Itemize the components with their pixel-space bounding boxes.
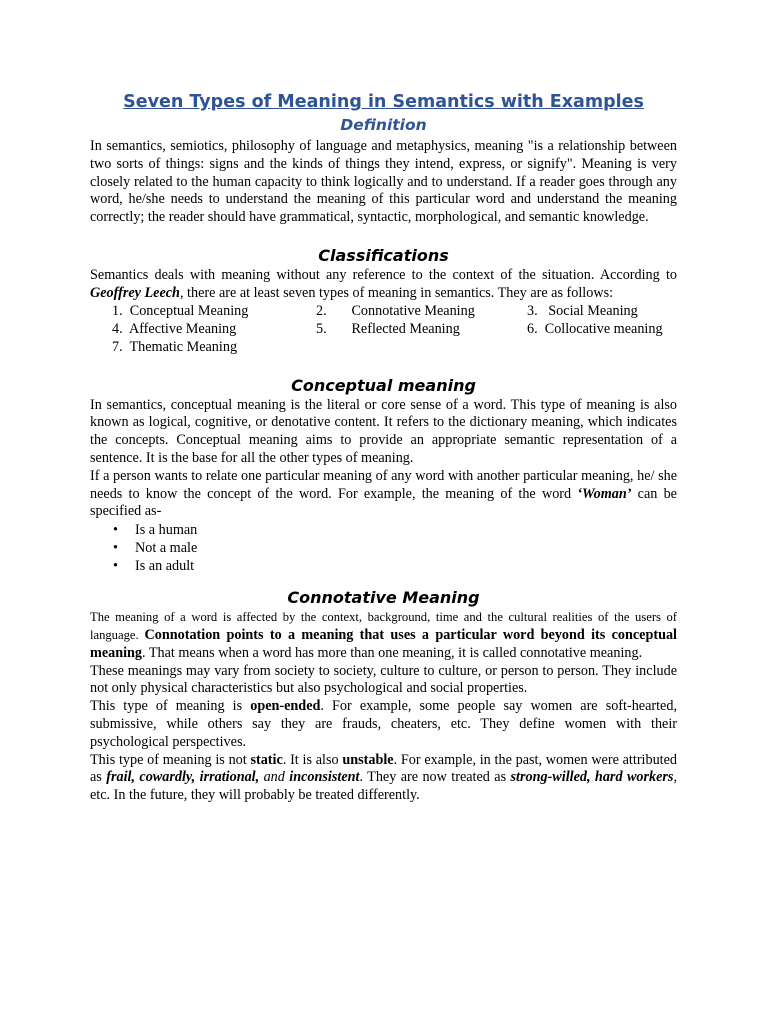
list-item: • Not a male: [135, 539, 677, 557]
meaning-type-item: 3. Social Meaning: [527, 302, 638, 319]
conceptual-paragraph-1: In semantics, conceptual meaning is the literal or core sense of a word. This type of meaning is also known as logical, cognitive, or denotative content. It refers to the dictionary meaning, which indicates the concepts. Conceptual meaning aims to provide an appropriate semantic representation of a sentence. It is the base for all the other types of meaning.: [90, 396, 677, 466]
definition-paragraph: In semantics, semiotics, philosophy of language and metaphysics, meaning "is a relationship between two sorts of things: signs and the kinds of things they intend, express, or signify". Meaning is very closely related to the human capacity to think logically and to understand. If a reader goes through any word, he/she needs to understand the meaning of this particular word and understand the meaning correctly; the reader should have grammatical, syntactic, morphological, and semantic knowledge.: [90, 138, 677, 226]
list-item: • Is an adult: [135, 557, 677, 575]
definition-heading: Definition: [340, 116, 427, 134]
connotative-heading: Connotative Meaning: [287, 588, 480, 608]
document-body: [90, 90, 677, 805]
list-item: • Is a human: [135, 521, 677, 539]
classifications-text-1: Semantics deals with meaning without any reference to the context of the situation. According to: [90, 266, 677, 283]
woman-features-list: [90, 521, 677, 575]
meaning-type-item: 4. Affective Meaning: [112, 320, 237, 337]
example-word: ‘Woman’: [577, 485, 632, 502]
meaning-type-item: 1. Conceptual Meaning: [112, 302, 249, 319]
spacer: [90, 575, 677, 587]
connotative-paragraph-4: This type of meaning is not static. It is also unstable. For example, in the past, women were attributed as frail, cowardly, irrational, and inconsistent. They are now treated as strong-willed, hard workers, etc. In the future, they will probably be treated differently.: [90, 751, 678, 804]
classifications-heading: Classifications: [318, 245, 449, 265]
meaning-type-item: 7. Thematic Meaning: [112, 338, 238, 355]
meaning-type-item: 5. Reflected Meaning: [316, 320, 460, 337]
meaning-types-list: [90, 303, 677, 357]
classifications-text-2: , there are at least seven types of meaning in semantics. They are as follows:: [179, 284, 614, 301]
connotative-paragraph-2: These meanings may vary from society to society, culture to culture, or person to person. They include not only physical characteristics but also psychological and social properties.: [90, 662, 677, 697]
spacer: [90, 357, 677, 375]
classifications-paragraph: [90, 267, 677, 303]
spacer: [90, 227, 677, 245]
conceptual-paragraph-2: If a person wants to relate one particular meaning of any word with another particular meaning, he/ she needs to know the concept of the word. For example, the meaning of the word ‘Woman’ can be specified as-: [90, 467, 677, 520]
meaning-type-item: 6. Collocative meaning: [527, 320, 663, 337]
conceptual-heading: Conceptual meaning: [291, 375, 476, 395]
connotative-paragraph-1: The meaning of a word is affected by the context, background, time and the cultural realities of the users of language. Connotation points to a meaning that uses a particular word beyond its conceptual meaning. That means when a word has more than one meaning, it is called connotative meaning.: [90, 610, 678, 661]
connotative-paragraph-3: This type of meaning is open-ended. For example, some people say women are soft-hearted, submissive, while others say they are frauds, cheaters, etc. They define women with their psychological perspectives.: [90, 698, 677, 750]
author-name: Geoffrey Leech: [90, 284, 180, 301]
meaning-type-item: 2. Connotative Meaning: [316, 302, 475, 319]
document-title: Seven Types of Meaning in Semantics with Examples: [123, 92, 644, 112]
